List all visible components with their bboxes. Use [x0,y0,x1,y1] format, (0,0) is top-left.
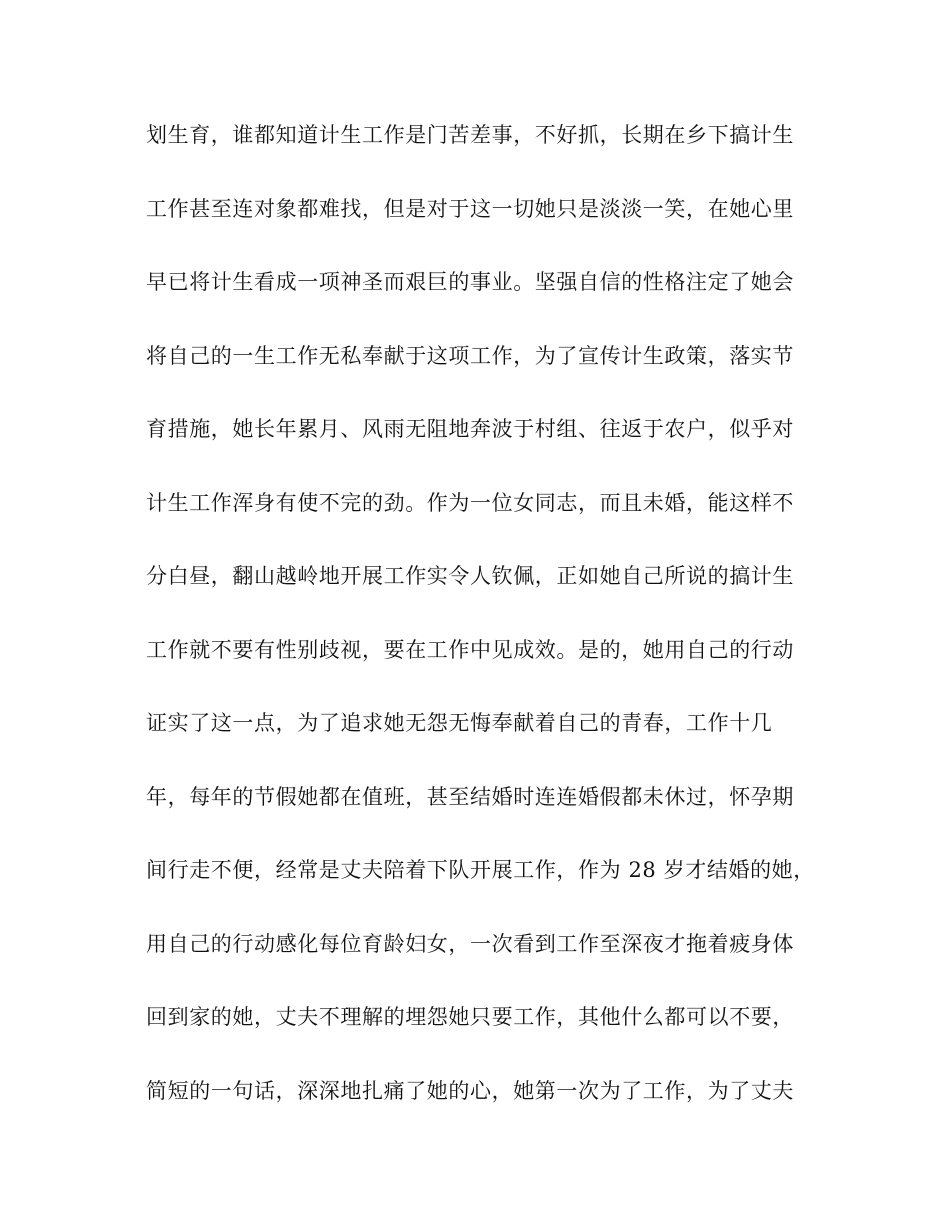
text-line: 分白昼，翻山越岭地开展工作实令人钦佩，正如她自己所说的搞计生 [146,564,794,588]
text-line: 用自己的行动感化每位育龄妇女，一次看到工作至深夜才拖着疲身体 [146,931,794,956]
text-line: 年，每年的节假她都在值班，甚至结婚时连连婚假都未休过，怀孕期 [146,784,794,809]
text-line: 回到家的她，丈夫不理解的埋怨她只要工作，其他什么都可以不要， [146,1005,794,1029]
text-line: 将自己的一生工作无私奉献于这项工作，为了宣传计生政策，落实节 [146,343,794,368]
text-line: 简短的一句话，深深地扎痛了她的心，她第一次为了工作，为了丈夫 [146,1078,794,1103]
text-line: 工作甚至连对象都难找，但是对于这一切她只是淡淡一笑，在她心里 [146,196,794,221]
text-line: 划生育，谁都知道计生工作是门苦差事，不好抓，长期在乡下搞计生 [146,123,794,147]
body-text [146,123,815,1152]
text-line: 间行走不便，经常是丈夫陪着下队开展工作，作为 28 岁才结婚的她， [146,858,815,882]
text-line: 计生工作浑身有使不完的劲。作为一位女同志，而且未婚，能这样不 [146,490,794,515]
text-line: 证实了这一点，为了追求她无怨无悔奉献着自己的青春，工作十几 [146,711,773,735]
text-line: 育措施，她长年累月、风雨无阻地奔波于村组、往返于农户，似乎对 [146,417,794,441]
text-line: 工作就不要有性别歧视，要在工作中见成效。是的，她用自己的行动 [146,637,794,662]
text-line: 早已将计生看成一项神圣而艰巨的事业。坚强自信的性格注定了她会 [146,270,794,294]
